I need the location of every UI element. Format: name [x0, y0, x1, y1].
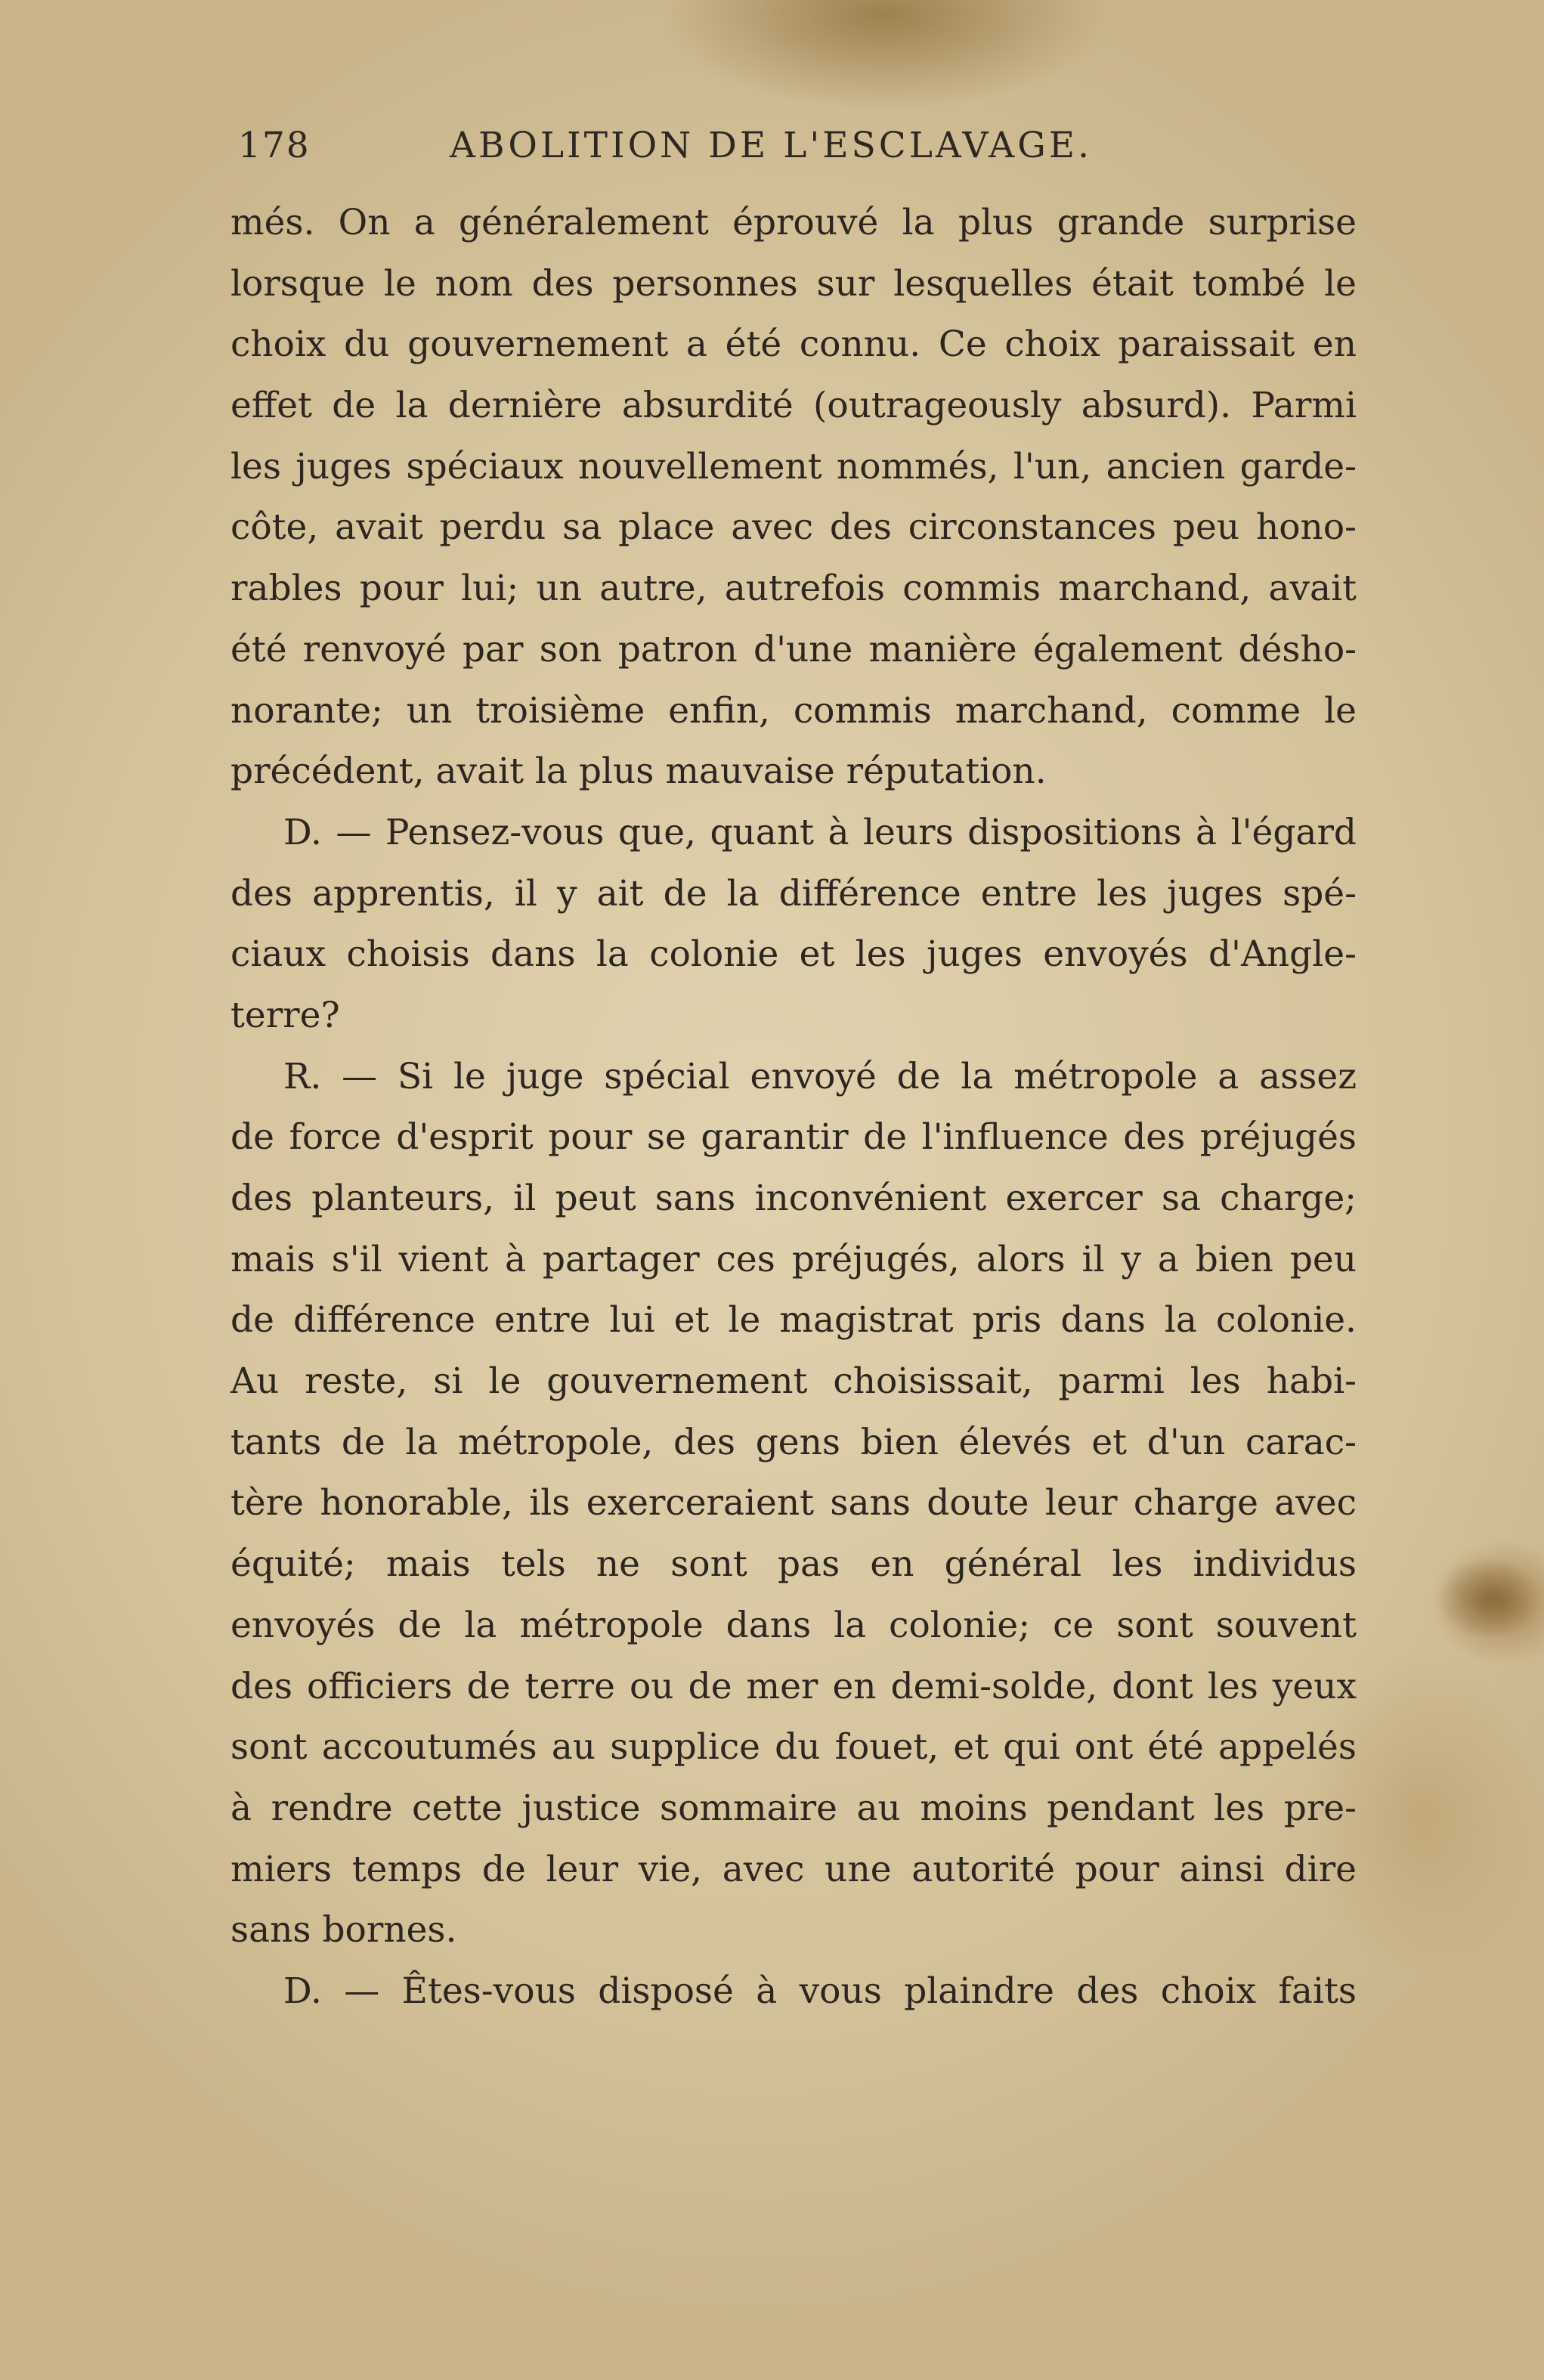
text-line: lorsque le nom des personnes sur lesquelles était tombé le	[231, 262, 1357, 305]
text-line: mais s'il vient à partager ces préjugés, alors il y a bien peu	[231, 1238, 1357, 1280]
text-line: envoyés de la métropole dans la colonie; ce sont souvent	[231, 1604, 1357, 1646]
text-line: précédent, avait la plus mauvaise réputation.	[231, 751, 1047, 793]
question-line: D. — Êtes-vous disposé à vous plaindre des choix faits	[283, 1970, 1357, 2012]
text-line: côte, avait perdu sa place avec des circonstances peu hono-	[231, 506, 1357, 549]
question-line: D. — Pensez-vous que, quant à leurs dispositions à l'égard	[283, 811, 1357, 853]
text-line: des officiers de terre ou de mer en demi-solde, dont les yeux	[231, 1665, 1357, 1707]
text-line: ciaux choisis dans la colonie et les juges envoyés d'Angle-	[231, 933, 1357, 976]
text-line: miers temps de leur vie, avec une autorité pour ainsi dire	[231, 1848, 1357, 1890]
text-line: terre?	[231, 994, 340, 1036]
body-text	[231, 193, 1357, 2023]
text-line: rables pour lui; un autre, autrefois commis marchand, avait	[231, 568, 1357, 610]
text-line: à rendre cette justice sommaire au moins pendant les pre-	[231, 1787, 1357, 1829]
text-line: Au reste, si le gouvernement choisissait, parmi les habi-	[231, 1360, 1357, 1403]
text-line: des planteurs, il peut sans inconvénient exercer sa charge;	[231, 1178, 1357, 1219]
page-header	[231, 125, 1236, 178]
page-number: 178	[238, 125, 311, 166]
water-stain	[1436, 1557, 1542, 1640]
text-line: de différence entre lui et le magistrat pris dans la colonie.	[231, 1299, 1357, 1342]
text-line: norante; un troisième enfin, commis marchand, comme le	[231, 689, 1357, 732]
text-line: effet de la dernière absurdité (outrageously absurd). Parmi	[231, 385, 1357, 427]
text-line: sont accoutumés au supplice du fouet, et qui ont été appelés	[231, 1726, 1357, 1769]
text-line: été renvoyé par son patron d'une manière également désho-	[231, 628, 1357, 670]
text-line: de force d'esprit pour se garantir de l'influence des préjugés	[231, 1116, 1357, 1159]
running-title: ABOLITION DE L'ESCLAVAGE.	[450, 125, 1093, 166]
text-line: les juges spéciaux nouvellement nommés, l'un, ancien garde-	[231, 445, 1357, 487]
text-line: tants de la métropole, des gens bien élevés et d'un carac-	[231, 1421, 1357, 1463]
text-line: équité; mais tels ne sont pas en général les individus	[231, 1543, 1357, 1586]
text-line: tère honorable, ils exerceraient sans doute leur charge avec	[231, 1482, 1357, 1524]
text-line: més. On a généralement éprouvé la plus grande surprise	[231, 202, 1357, 243]
answer-line: R. — Si le juge spécial envoyé de la métropole a assez	[283, 1055, 1357, 1097]
text-line: sans bornes.	[231, 1909, 457, 1951]
text-line: choix du gouvernement a été connu. Ce choix paraissait en	[231, 323, 1357, 366]
text-line: des apprentis, il y ait de la différence entre les juges spé-	[231, 872, 1357, 915]
